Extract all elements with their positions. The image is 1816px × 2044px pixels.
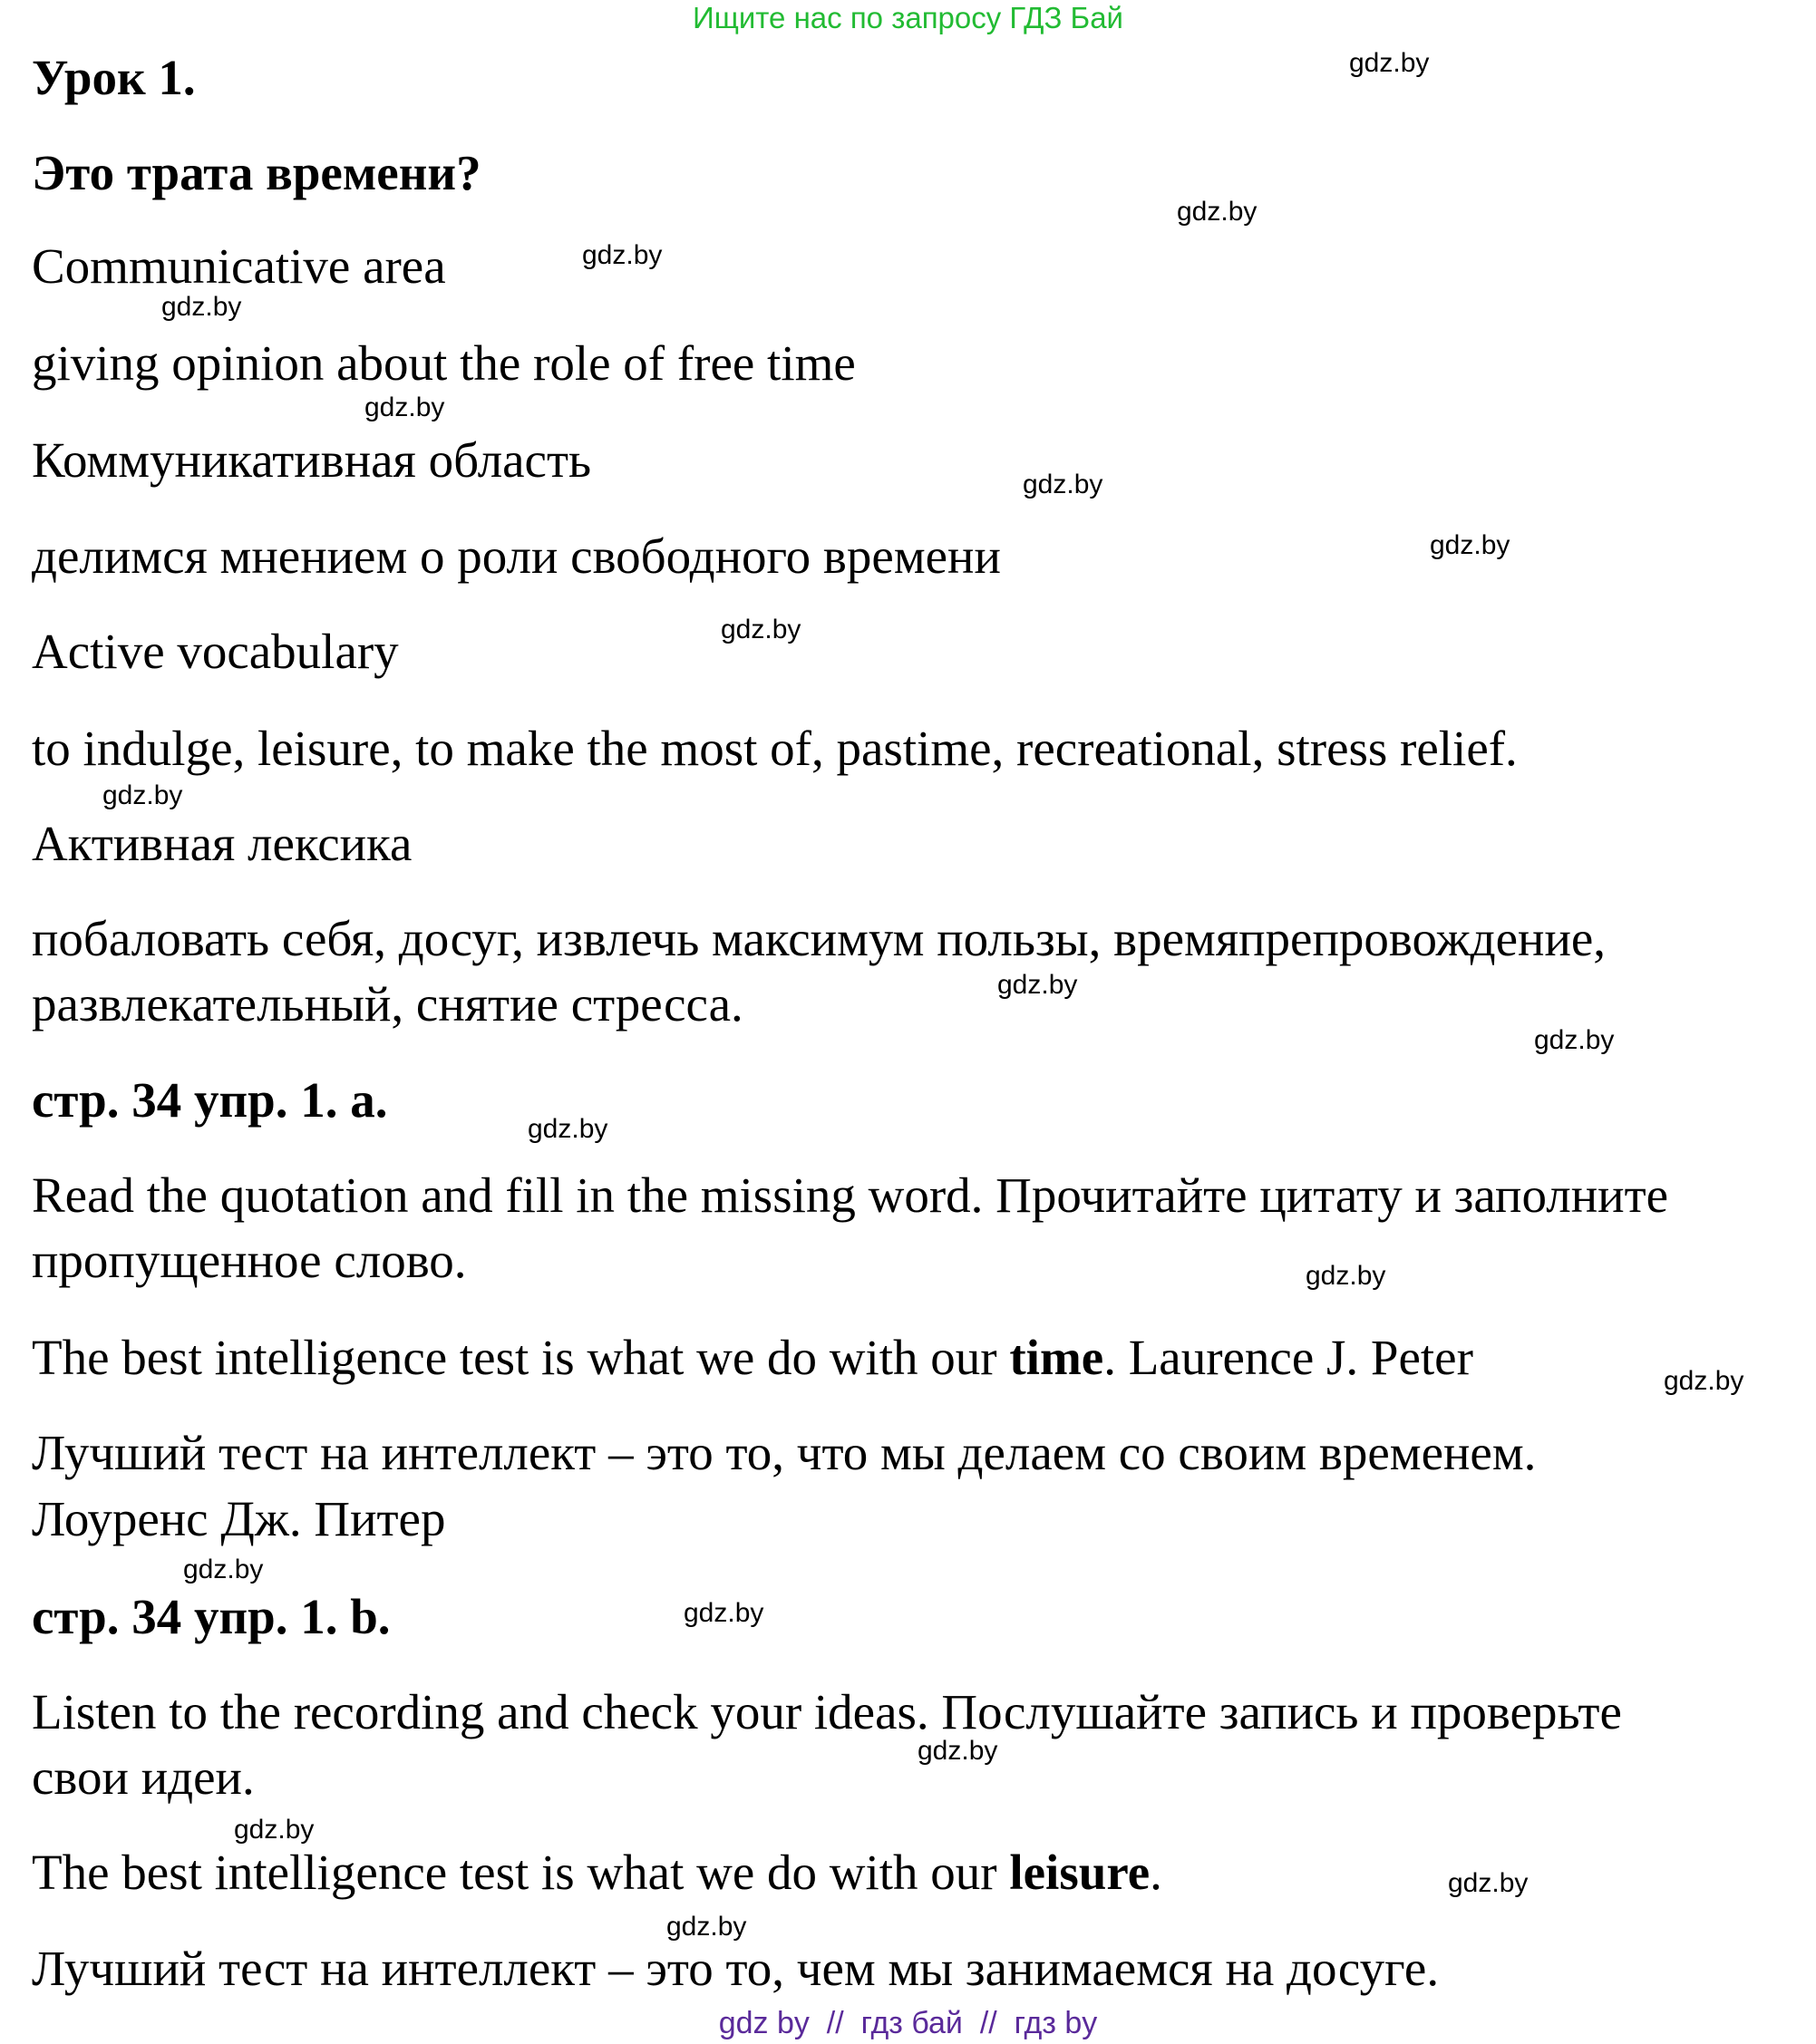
- exercise-b-task-2: свои идеи.: [32, 1749, 255, 1805]
- watermark: gdz.by: [234, 1815, 315, 1845]
- watermark: gdz.by: [183, 1555, 264, 1584]
- watermark: gdz.by: [1448, 1868, 1529, 1898]
- watermark: gdz.by: [1664, 1366, 1744, 1396]
- active-vocabulary-ru-text-1: побаловать себя, досуг, извлечь максимум пользы, времяпрепровождение,: [32, 911, 1607, 966]
- exercise-a-quote: [32, 1325, 1473, 1390]
- active-vocabulary-en-label: Active vocabulary: [32, 624, 399, 679]
- watermark: gdz.by: [1430, 530, 1510, 560]
- watermark: gdz.by: [918, 1736, 998, 1766]
- lesson-title: Урок 1.: [32, 50, 196, 105]
- watermark: gdz.by: [1534, 1025, 1615, 1055]
- top-banner: Ищите нас по запросу ГДЗ Бай: [693, 1, 1123, 34]
- watermark: gdz.by: [582, 240, 663, 270]
- exercise-b-heading: стр. 34 упр. 1. b.: [32, 1589, 391, 1644]
- active-vocabulary-ru-label: Активная лексика: [32, 816, 413, 871]
- exercise-b-quote-after: .: [1150, 1845, 1162, 1900]
- exercise-a-task-2: пропущенное слово.: [32, 1233, 467, 1288]
- communicative-area-en-label: Communicative area: [32, 238, 446, 294]
- watermark: gdz.by: [161, 292, 242, 322]
- active-vocabulary-en-text: to indulge, leisure, to make the most of, pastime, recreational, stress relief.: [32, 721, 1518, 776]
- exercise-a-task-1: Read the quotation and fill in the missing word. Прочитайте цитату и заполните: [32, 1167, 1669, 1223]
- communicative-area-ru-text: делимся мнением о роли свободного времени: [32, 528, 1001, 584]
- watermark: gdz.by: [1023, 470, 1103, 499]
- exercise-a-quote-word: time: [1009, 1330, 1104, 1385]
- watermark: gdz.by: [102, 780, 183, 810]
- active-vocabulary-ru-text-2: развлекательный, снятие стресса.: [32, 976, 743, 1032]
- exercise-a-quote-before: The best intelligence test is what we do with our: [32, 1330, 1010, 1385]
- exercise-a-quote-after: . Laurence J. Peter: [1103, 1330, 1473, 1385]
- watermark: gdz.by: [666, 1912, 747, 1942]
- exercise-a-ru-2: Лоуренс Дж. Питер: [32, 1491, 446, 1546]
- lesson-subtitle: Это трата времени?: [32, 145, 481, 200]
- exercise-b-ru-1: Лучший тест на интеллект – это то, чем мы занимаемся на досуге.: [32, 1941, 1440, 1996]
- exercise-b-quote-word: leisure: [1009, 1845, 1151, 1900]
- watermark: gdz.by: [528, 1114, 608, 1144]
- watermark: gdz.by: [364, 392, 445, 422]
- exercise-b-quote: [32, 1840, 1162, 1905]
- communicative-area-en-text: giving opinion about the role of free time: [32, 335, 856, 391]
- watermark: gdz.by: [1306, 1261, 1386, 1291]
- communicative-area-ru-label: Коммуникативная область: [32, 432, 592, 488]
- watermark: gdz.by: [721, 615, 801, 644]
- exercise-b-task-1: Listen to the recording and check your ideas. Послушайте запись и проверьте: [32, 1684, 1622, 1739]
- exercise-b-quote-before: The best intelligence test is what we do with our: [32, 1845, 1010, 1900]
- watermark: gdz.by: [997, 970, 1078, 1000]
- exercise-a-heading: стр. 34 упр. 1. a.: [32, 1072, 388, 1128]
- watermark: gdz.by: [1177, 197, 1258, 227]
- watermark: gdz.by: [1349, 48, 1430, 78]
- exercise-a-ru-1: Лучший тест на интеллект – это то, что мы делаем со своим временем.: [32, 1425, 1537, 1480]
- watermark: gdz.by: [684, 1598, 764, 1628]
- footer: gdz by // гдз бай // гдз by: [718, 2006, 1098, 2040]
